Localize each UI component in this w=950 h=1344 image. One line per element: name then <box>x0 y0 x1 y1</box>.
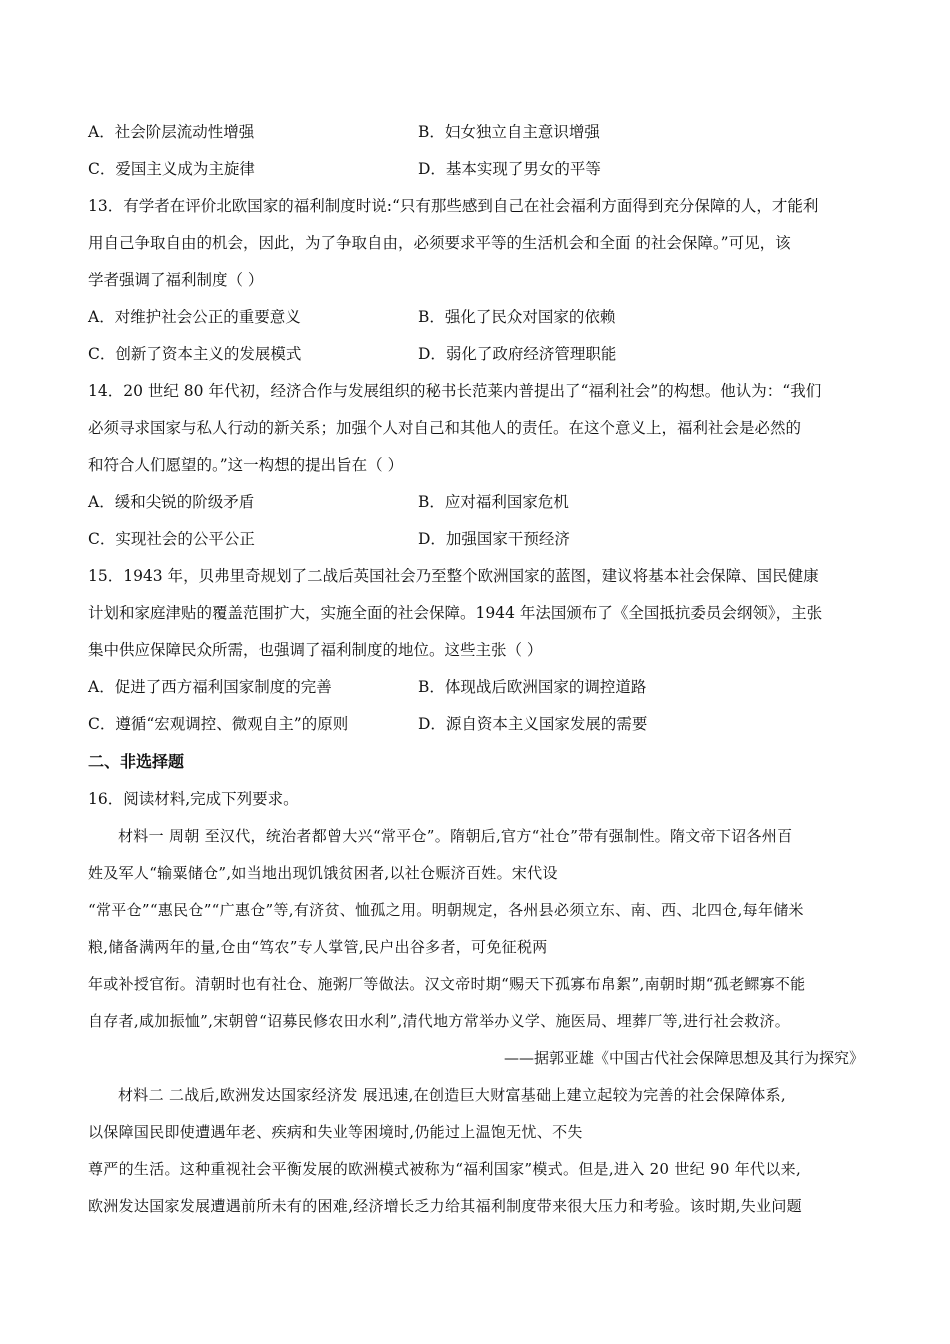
q13-options-row-1 <box>88 299 864 336</box>
q13-stem-line-3: 学者强调了福利制度（ ） <box>88 271 264 289</box>
q15-option-b[interactable]: B．体现战后欧洲国家的调控道路 <box>418 678 647 696</box>
material-1-line-1: 材料一 周朝 至汉代，统治者都曾大兴“常平仓”。隋朝后,官方“社仓”带有强制性。隋文帝下诏各州百 <box>118 827 793 845</box>
q15-option-d[interactable]: D．源自资本主义国家发展的需要 <box>418 715 648 733</box>
q13-stem-line-2: 用自己争取自由的机会，因此，为了争取自由，必须要求平等的生活机会和全面 的社会保障。”可见，该 <box>88 234 791 252</box>
q12-option-c[interactable]: C．爱国主义成为主旋律 <box>88 160 255 178</box>
q15-stem-line-2: 计划和家庭津贴的覆盖范围扩大，实施全面的社会保障。1944 年法国颁布了《全国抵抗委员会纲领》，主张 <box>88 604 823 622</box>
material-2-line-3: 尊严的生活。这种重视社会平衡发展的欧洲模式被称为“福利国家”模式。但是,进入 20 世纪 90 年代以来, <box>88 1160 802 1178</box>
q12-option-d[interactable]: D．基本实现了男女的平等 <box>418 160 601 178</box>
q15-option-c[interactable]: C．遵循“宏观调控、微观自主”的原则 <box>88 715 349 733</box>
q12-options-row-2 <box>88 151 864 188</box>
material-2-line-1: 材料二 二战后,欧洲发达国家经济发 展迅速,在创造巨大财富基础上建立起较为完善的社会保障体系, <box>118 1086 786 1104</box>
material-1-line-3: “常平仓”“惠民仓”“广惠仓”等,有济贫、恤孤之用。明朝规定，各州县必须立东、南、西、北四仓,每年储米 <box>88 901 804 919</box>
q13-option-c[interactable]: C．创新了资本主义的发展模式 <box>88 345 302 363</box>
section-heading: 二、非选择题 <box>88 752 185 771</box>
q14-stem-line-2: 必须寻求国家与私人行动的新关系；加强个人对自己和其他人的责任。在这个意义上，福利社会是必然的 <box>88 419 802 437</box>
q14-option-d[interactable]: D．加强国家干预经济 <box>418 530 570 548</box>
q14-option-b[interactable]: B．应对福利国家危机 <box>418 493 569 511</box>
exam-page <box>88 114 864 1225</box>
q15-options-row-1 <box>88 669 864 706</box>
q13-option-a[interactable]: A．对维护社会公正的重要意义 <box>88 308 301 326</box>
q14-stem-line-1: 14．20 世纪 80 年代初，经济合作与发展组织的秘书长范莱内普提出了“福利社会”的构想。他认为：“我们 <box>88 382 822 400</box>
material-1-line-2: 姓及军人“输粟储仓”,如当地出现饥饿贫困者,以社仓赈济百姓。宋代设 <box>88 864 558 882</box>
q15-stem-line-1: 15．1943 年，贝弗里奇规划了二战后英国社会乃至整个欧洲国家的蓝图，建议将基本社会保障、国民健康 <box>88 567 819 585</box>
material-1-source: ——据郭亚雄《中国古代社会保障思想及其行为探究》 <box>503 1049 864 1067</box>
q13-options-row-2 <box>88 336 864 373</box>
q13-stem-line-1: 13．有学者在评价北欧国家的福利制度时说:“只有那些感到自己在社会福利方面得到充分保障的人，才能利 <box>88 197 819 215</box>
material-2-line-4: 欧洲发达国家发展遭遇前所未有的困难,经济增长乏力给其福利制度带来很大压力和考验。该时期,失业问题 <box>88 1197 802 1215</box>
q14-options-row-1 <box>88 484 864 521</box>
q13-option-b[interactable]: B．强化了民众对国家的依赖 <box>418 308 616 326</box>
material-1-line-4: 粮,储备满两年的量,仓由“笃农”专人掌管,民户出谷多者，可免征税两 <box>88 938 548 956</box>
q13-option-d[interactable]: D．弱化了政府经济管理职能 <box>418 345 617 363</box>
q14-stem-line-3: 和符合人们愿望的。”这一构想的提出旨在（ ） <box>88 456 404 474</box>
q14-options-row-2 <box>88 521 864 558</box>
material-1-line-5: 年或补授官衔。清朝时也有社仓、施粥厂等做法。汉文帝时期“赐天下孤寡布帛絮”,南朝时期“孤老鳏寡不能 <box>88 975 806 993</box>
q14-option-c[interactable]: C．实现社会的公平公正 <box>88 530 255 548</box>
q15-option-a[interactable]: A．促进了西方福利国家制度的完善 <box>88 678 332 696</box>
q15-options-row-2 <box>88 706 864 743</box>
q12-option-b[interactable]: B．妇女独立自主意识增强 <box>418 123 600 141</box>
q12-option-a[interactable]: A．社会阶层流动性增强 <box>88 123 255 141</box>
material-2-line-2: 以保障国民即使遭遇年老、疾病和失业等困境时,仍能过上温饱无忧、不失 <box>88 1123 583 1141</box>
q12-options-row-1 <box>88 114 864 151</box>
q15-stem-line-3: 集中供应保障民众所需，也强调了福利制度的地位。这些主张（ ） <box>88 641 543 659</box>
q14-option-a[interactable]: A．缓和尖锐的阶级矛盾 <box>88 493 255 511</box>
material-1-line-6: 自存者,咸加振恤”,宋朝曾“诏募民修农田水利”,清代地方常举办义学、施医局、埋葬厂等,进行社会救济。 <box>88 1012 791 1030</box>
q16-intro: 16．阅读材料,完成下列要求。 <box>88 790 299 808</box>
